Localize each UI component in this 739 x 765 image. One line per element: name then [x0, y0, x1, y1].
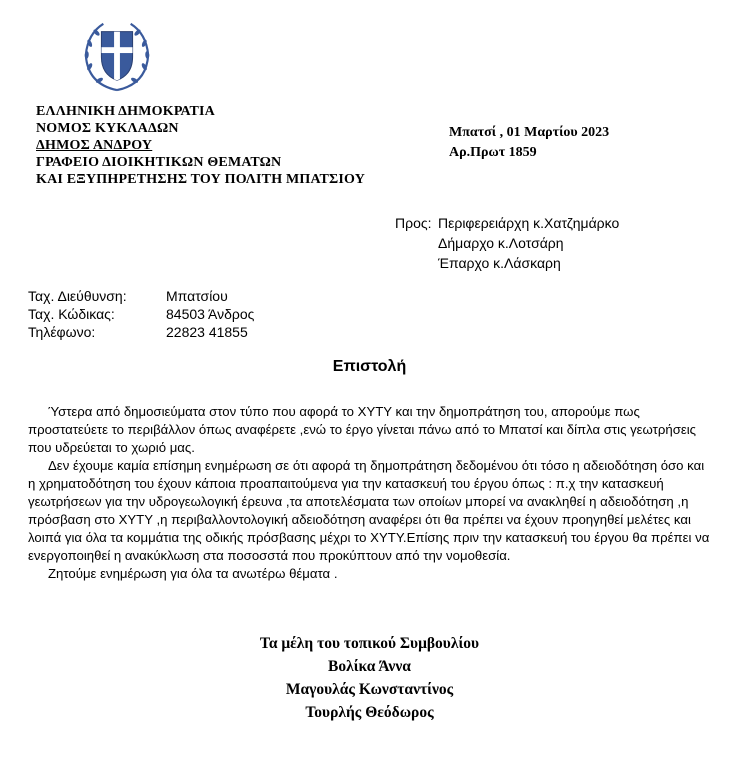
issuer-header	[36, 103, 365, 188]
body-paragraph: Δεν έχουμε καμία επίσημη ενημέρωση σε ότι αφορά τη δημοπράτηση δεδομένου ότι τόσο η αδειοδότηση όσο και η χρηματοδότηση του έχουν κάποια προαπαιτούμενα για την κατασκευή του έργου όπως : π.χ την κατασκευή γεωτρήσεων για την υδρογεωλογική έρευνα ,τα αποτελέσματα των οποίων μπορεί να ανακληθεί η αδειοδότηση ,η πρόσβαση στο ΧΥΤΥ ,η περιβαλλοντολογική αδειοδότηση αναφέρει ότι θα πρέπει να έχουν προηγηθεί μελέτες και λοιπά για όλα τα κομμάτια της οδικής πρόσβασης μέχρι το ΧΥΤΥ.Επίσης πριν την κατασκευή του έργου θα πρέπει να ενεργοποιηθεί η ανακύκλωση στα ποσοσστά που προκύπτουν από την νομοθεσία.	[28, 458, 710, 563]
postal-code-label: Ταχ. Κώδικας:	[28, 306, 115, 322]
recipient-name: Δήμαρχο κ.Λοτσάρη	[438, 235, 564, 251]
recipient-name: Περιφερειάρχη κ.Χατζημάρκο	[438, 215, 620, 231]
header-office-continued: ΚΑΙ ΕΞΥΠΗΡΕΤΗΣΗΣ ΤΟΥ ΠΟΛΙΤΗ ΜΠΑΤΣΙΟΥ	[36, 172, 366, 187]
body-paragraph: Ύστερα από δημοσιεύματα στον τύπο που αφορά το ΧΥΤΥ και την δημοπράτηση του, απορούμε πως προστατεύετε το περιβάλλον όπως αναφέρετε ,ενώ το έργο γίνεται πάνω από το Μπατσί και δίπλα στις γεωτρήσεις που υδρεύεται το χωριό μας.	[28, 404, 697, 455]
recipients-label: Προς:	[395, 215, 432, 231]
postal-code-value: 84503 Άνδρος	[166, 306, 255, 322]
address-block	[28, 287, 254, 341]
greek-coat-of-arms-icon	[78, 16, 156, 94]
header-country: ΕΛΛΗΝΙΚΗ ΔΗΜΟΚΡΑΤΙΑ	[36, 104, 215, 119]
recipient-name: Έπαρχο κ.Λάσκαρη	[438, 255, 561, 271]
phone-label: Τηλέφωνο:	[28, 324, 96, 340]
signatory-name: Μαγουλάς Κωνσταντίνος	[285, 681, 454, 698]
protocol-number: Αρ.Πρωτ 1859	[449, 145, 537, 160]
signatory-name: Βολίκα Άννα	[328, 658, 411, 675]
signatory-name: Τουρλής Θεόδωρος	[305, 704, 434, 721]
header-office: ΓΡΑΦΕΙΟ ΔΙΟΙΚΗΤΙΚΩΝ ΘΕΜΑΤΩΝ	[36, 155, 282, 170]
signature-block	[0, 632, 739, 724]
letter-body	[28, 403, 710, 583]
signatories-heading: Τα μέλη του τοπικού Συμβουλίου	[259, 635, 480, 652]
recipients-block	[395, 213, 619, 273]
address-label: Ταχ. Διεύθυνση:	[28, 288, 127, 304]
body-paragraph: Ζητούμε ενημέρωση για όλα τα ανωτέρω θέματα .	[48, 566, 338, 581]
letter-date: Μπατσί , 01 Μαρτίου 2023	[449, 125, 610, 140]
address-value: Μπατσίου	[166, 288, 228, 304]
header-municipality: ΔΗΜΟΣ ΑΝΔΡΟΥ	[36, 138, 153, 153]
header-prefecture: ΝΟΜΟΣ ΚΥΚΛΑΔΩΝ	[36, 121, 179, 136]
date-protocol-block	[449, 123, 609, 163]
letter-title: Επιστολή	[332, 358, 407, 375]
phone-value: 22823 41855	[166, 324, 248, 340]
